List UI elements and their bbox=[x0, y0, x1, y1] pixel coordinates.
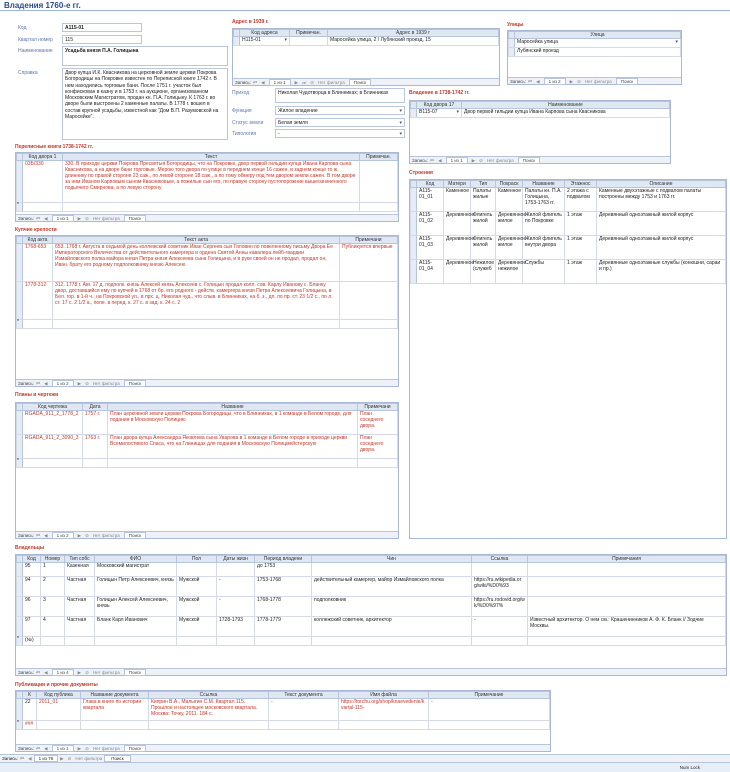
vladelcy-subform: Код Номер Тип собс ФИО Пол Даты жизн Период владени Чин Ссылка Примечания 95 1 Казенная Московский магистрат до 1753 94 2 Частная Голицын Петр Алексеевич, князь Мужской - 1753-1768 действительный камергер, майор Измайловского полка https://ru.wikipedia.org/wiki/%D0%93 96 3 Частная Голицын Алексей Алексеевич, князь Мужской - 1768-1778 подполковник https://ru.rodovid.org/wk/%D0%97% 97 4 Частная Бланк Карл Иванович Мужской 1728-1793 1778-1779 коллежский советник, архитектор - Известный архитектор. О нем см.: Крашенинников А. Ф. К. Бланк // Зодчие Москвы. * (№) Запись: ⏮ ◀ 1 из 4 ▶ ⊘ Нет фильтра Поиск bbox=[15, 554, 727, 676]
stroenie-tip-cell[interactable]: Нежилое (служеб bbox=[471, 260, 496, 284]
address-title: Адрес в 1939 г. bbox=[232, 19, 269, 25]
next-record-icon[interactable]: ▶ bbox=[77, 533, 82, 538]
vladenie-search[interactable]: Поиск bbox=[518, 157, 540, 164]
owner-fio-cell[interactable]: Московский магистрат bbox=[95, 563, 177, 577]
owner-pol-cell[interactable]: Мужской bbox=[177, 617, 217, 637]
stroenie-tip-cell[interactable]: Флигель жилой bbox=[471, 212, 496, 236]
prev-record-icon[interactable]: ◀ bbox=[44, 746, 48, 751]
stroenie-pokr-cell[interactable]: Деревянное жилое bbox=[496, 212, 523, 236]
pub-header-link[interactable]: Ссылка bbox=[149, 692, 269, 699]
func-label: Функция bbox=[232, 108, 252, 114]
prihod-label: Приход bbox=[232, 90, 250, 96]
pub-name-cell[interactable]: Глава в книге по истории квартала bbox=[81, 699, 149, 721]
table-row[interactable] bbox=[509, 39, 681, 48]
first-record-icon[interactable]: ⏮ bbox=[430, 158, 435, 163]
stroenie-pokr-cell[interactable]: Деревянное нежилое bbox=[496, 260, 523, 284]
owner-prim-cell[interactable] bbox=[528, 563, 726, 577]
perepis-subform: Код двора 1 Текст Примечан. 03Б/330 330. В приходе церкви Покрова Пресвятыя Богородицы, что на Покровке, двор первой гильдии купца Ивана Карпова сына Квасникова, а на дворе бани торговые. Мерою того двора по улице в переднем конце 16 сажен, в заднем конце то ж, длиннику по правой стороне 23 саж., по левой стороне 18 саж., а по тому обмеру под тем двором земли сажен. В том дворе за ним Иваном Карповым сыном Квасниковым, а пожилые сын его, по правую сторону пустопорожние вышеозначенного подьячего Смирнова, а по левую сторону * Запись: ⏮ ◀ 1 из 1 ▶ ⊘ Нет фильтра Поиск bbox=[15, 152, 399, 222]
plany-filter[interactable]: Нет фильтра bbox=[92, 533, 120, 538]
owner-tip-cell[interactable]: Частная bbox=[65, 577, 95, 597]
stroenie-kod-cell[interactable]: А115-01_04 bbox=[417, 260, 444, 284]
vladelcy-pos[interactable]: 1 из 4 bbox=[52, 669, 74, 676]
first-record-icon[interactable]: ⏮ bbox=[36, 533, 41, 538]
main-search[interactable]: Поиск bbox=[104, 755, 130, 762]
stroenie-et-cell[interactable]: 2 этажа с подвалом bbox=[565, 188, 597, 212]
status-field[interactable]: Белая земля ▾ bbox=[275, 118, 405, 127]
first-record-icon[interactable]: ⏮ bbox=[36, 381, 41, 386]
owner-daty-cell[interactable]: - bbox=[217, 577, 255, 597]
vladelcy-header-fio[interactable]: ФИО bbox=[95, 556, 177, 563]
plany-pos[interactable]: 1 из 2 bbox=[52, 532, 74, 539]
table-row[interactable] bbox=[234, 37, 499, 46]
table-row[interactable] bbox=[17, 577, 726, 597]
next-record-icon[interactable]: ▶ bbox=[471, 158, 476, 163]
pub-new-row[interactable]: ### bbox=[23, 721, 37, 730]
owner-fio-cell[interactable]: Голицын Петр Алексеевич, князь bbox=[95, 577, 177, 597]
vladenie-nav: Запись: ⏮ ◀ 1 из 1 ▶ ⊘ Нет фильтра Поиск bbox=[410, 156, 670, 163]
plan-prim-cell[interactable]: План соседнего двора. bbox=[358, 411, 398, 435]
vladenie-pos[interactable]: 1 из 1 bbox=[446, 157, 468, 164]
prev-record-icon[interactable]: ◀ bbox=[44, 670, 48, 675]
kupchie-pos[interactable]: 1 из 2 bbox=[52, 380, 74, 387]
address-kod-cell[interactable]: Н115-01 ▾ bbox=[240, 37, 290, 46]
table-row[interactable] bbox=[411, 212, 726, 236]
pub-kod-cell[interactable]: 2011_01 bbox=[37, 699, 81, 721]
address-header-prim[interactable]: Примечан. bbox=[290, 30, 328, 37]
owner-link-cell[interactable]: - bbox=[472, 617, 528, 637]
pub-header-prim[interactable]: Примечание bbox=[429, 692, 550, 699]
status-label: Статус земли bbox=[232, 120, 264, 126]
stroenie-desc-cell[interactable]: Деревянный одноэтажный жилой корпус bbox=[597, 212, 726, 236]
pub-link-cell[interactable]: Киприн В.А., Малыгин С.М. Квартал 115. Прошлое и настоящее московского квартала. Москва: Точку, 2011. 184 с. bbox=[149, 699, 269, 721]
kupchie-text-cell[interactable]: 653. 1768 г. Августа в седьмой день коллежский советник Иван Сергеев сын Головин по повеленному письму Двора Ее Императорского Величества от действительного камергера и ордена Святой Анны кавалера лейб-гвардии Измайловского полка майора князя Петра князя Алексеева сына Голицына, и в руке своей он не продал, продал он, Иван, брату его родному подполковнику князю Алексею bbox=[53, 244, 340, 282]
stroenia-title: Строения bbox=[409, 170, 433, 176]
pub-header-text[interactable]: Текст документа bbox=[269, 692, 339, 699]
stroenie-name-cell[interactable]: Службы bbox=[523, 260, 565, 284]
pub-file-cell[interactable]: https://torchu.org/shop/knaevedenie/kvartal-115- bbox=[339, 699, 429, 721]
chevron-down-icon[interactable]: ▾ bbox=[456, 109, 459, 115]
streets-title: Улицы bbox=[507, 22, 524, 28]
stroenie-mat-cell[interactable]: Каменное bbox=[444, 188, 471, 212]
stroenie-mat-cell[interactable]: Деревянное bbox=[444, 260, 471, 284]
perepis-kod-cell[interactable]: 03Б/330 bbox=[23, 161, 63, 203]
vladenie-filter[interactable]: Нет фильтра bbox=[486, 158, 514, 163]
stroenie-tip-cell[interactable]: Палаты жилые bbox=[471, 188, 496, 212]
stroenia-header-name[interactable]: Название bbox=[523, 181, 565, 188]
owner-prim-cell[interactable] bbox=[528, 577, 726, 597]
filter-icon[interactable]: ⊘ bbox=[310, 80, 314, 85]
stroenie-desc-cell[interactable]: Деревянный одноэтажный жилой корпус bbox=[597, 236, 726, 260]
kupchie-search[interactable]: Поиск bbox=[124, 380, 146, 387]
vladenie-subform bbox=[409, 100, 671, 164]
plany-nav: Запись: ⏮ ◀ 1 из 2 ▶ ⊘ Нет фильтра Поиск bbox=[16, 531, 398, 538]
owner-pol-cell[interactable] bbox=[177, 563, 217, 577]
plan-date-cell[interactable]: 1757 г. bbox=[83, 411, 108, 435]
kod-label: Код bbox=[18, 25, 27, 31]
owner-link-cell[interactable]: https://ru.rodovid.org/wk/%D0%97% bbox=[472, 597, 528, 617]
filter-icon[interactable]: ⊘ bbox=[85, 533, 89, 538]
owner-daty-cell[interactable] bbox=[217, 563, 255, 577]
vladenie-header-kod[interactable]: Код двора 17 bbox=[417, 102, 462, 109]
stroenie-et-cell[interactable]: 1 этаж bbox=[565, 260, 597, 284]
plan-date-cell[interactable]: 1763 г. bbox=[83, 435, 108, 459]
vladelcy-header-prim[interactable]: Примечания bbox=[528, 556, 726, 563]
perepis-search[interactable]: Поиск bbox=[124, 215, 146, 222]
address-header-addr[interactable]: Адрес в 1939 г bbox=[328, 30, 499, 37]
plan-kod-cell[interactable]: RGADA_911_2_3090_3 bbox=[23, 435, 83, 459]
chevron-down-icon[interactable]: ▾ bbox=[284, 37, 287, 43]
filter-icon[interactable]: ⊘ bbox=[85, 381, 89, 386]
pub-prim-cell[interactable]: - bbox=[429, 699, 550, 721]
func-field[interactable]: Жилое владение ▾ bbox=[275, 106, 405, 115]
owner-period-cell[interactable]: 1768-1778 bbox=[255, 597, 312, 617]
table-row[interactable] bbox=[17, 244, 398, 282]
address-pos[interactable]: 1 из 1 bbox=[269, 79, 291, 86]
stroenia-header-kod[interactable]: Код bbox=[417, 181, 444, 188]
vladelcy-title: Владельцы bbox=[15, 545, 45, 551]
kvartal-label: Квартал номер bbox=[18, 37, 53, 43]
table-row[interactable] bbox=[17, 411, 398, 435]
filter-icon[interactable]: ⊘ bbox=[479, 158, 483, 163]
stroenia-header-desc[interactable]: Описание bbox=[597, 181, 726, 188]
owner-kod-cell[interactable]: 96 bbox=[23, 597, 41, 617]
owner-tip-cell[interactable]: Казенная bbox=[65, 563, 95, 577]
perepis-header-prim[interactable]: Примечан. bbox=[360, 154, 398, 161]
filter-icon[interactable]: ⊘ bbox=[85, 216, 89, 221]
naim-label: Наименование bbox=[18, 48, 53, 54]
vladenie-name-cell[interactable]: Двор первой гильдии купца Ивана Карпова сына Квасникова bbox=[462, 109, 670, 118]
perepis-prim-cell[interactable] bbox=[360, 161, 398, 203]
stroenie-kod-cell[interactable]: А115-01_02 bbox=[417, 212, 444, 236]
prihod-field[interactable]: Николая Чудотворца в Блинниках; в Блинниках bbox=[275, 88, 405, 103]
next-record-icon[interactable]: ▶ bbox=[77, 381, 82, 386]
pub-title: Публикации и прочие документы bbox=[15, 682, 98, 688]
vladelcy-header-link[interactable]: Ссылка bbox=[472, 556, 528, 563]
stroenie-desc-cell[interactable]: Деревянные одноэтажные службы (конюшни, сараи и пр.) bbox=[597, 260, 726, 284]
first-record-icon[interactable]: ⏮ bbox=[36, 670, 41, 675]
vladenie-header-name[interactable]: Наименование bbox=[462, 102, 670, 109]
table-row[interactable] bbox=[17, 597, 726, 617]
owner-period-cell[interactable]: до 1753 bbox=[255, 563, 312, 577]
first-record-icon[interactable]: ⏮ bbox=[36, 746, 41, 751]
owner-chin-cell[interactable] bbox=[312, 563, 472, 577]
address-filter[interactable]: Нет фильтра bbox=[317, 80, 345, 85]
plan-name-cell[interactable]: План церковной земли церкви Покрова Богородицы, что в Блинниках, в 1 команде в Белом городе, для подания в Московскую Полицию bbox=[108, 411, 358, 435]
kupchie-header-text[interactable]: Текст акта bbox=[53, 237, 340, 244]
vladelcy-header-chin[interactable]: Чин bbox=[312, 556, 472, 563]
perepis-filter[interactable]: Нет фильтра bbox=[92, 216, 120, 221]
streets-nav: Запись: ⏮ ◀ 1 из 2 ▶ ⊘ Нет фильтра Поиск bbox=[508, 77, 681, 84]
prev-record-icon[interactable]: ◀ bbox=[28, 756, 32, 761]
owner-chin-cell[interactable]: действительный камергер, майор Измайловского полка bbox=[312, 577, 472, 597]
kupchie-nav: Запись: ⏮ ◀ 1 из 2 ▶ ⊘ Нет фильтра Поиск bbox=[16, 379, 398, 386]
first-record-icon[interactable]: ⏮ bbox=[253, 80, 258, 85]
pub-header-kod[interactable]: Код публика bbox=[37, 692, 81, 699]
table-row[interactable] bbox=[17, 161, 398, 203]
stroenia-header-tip[interactable]: Тип bbox=[471, 181, 496, 188]
stroenie-kod-cell[interactable]: А115-01_01 bbox=[417, 188, 444, 212]
tip-label: Типология bbox=[232, 131, 257, 137]
owner-tip-cell[interactable]: Частная bbox=[65, 597, 95, 617]
stroenia-header-et[interactable]: Этажнос bbox=[565, 181, 597, 188]
owner-nom-cell[interactable]: 3 bbox=[41, 597, 65, 617]
owner-pol-cell[interactable]: Мужской bbox=[177, 597, 217, 617]
pub-pos[interactable]: 1 из 1 bbox=[52, 745, 74, 752]
owner-kod-cell[interactable]: 97 bbox=[23, 617, 41, 637]
table-row[interactable] bbox=[17, 699, 550, 721]
spravka-field[interactable]: Двор купца И.К. Квасникова на церковной земле церкви Покрова Богородицы на Покровке известен по Переписной книге 1742 г. В нем находились торговые бани. После 1751 г. участок был конфискован в казну и в 1753 г. на аукционе, организованном Московским Магистратом, продан кн. П.А. Голицыну. К 1763 г. во дворе были выстроены 2 каменные палаты. В 1778 г. вошел в состав крупной усадьбы, известной как "Дом В.П. Разумовской на Маросейке". bbox=[62, 68, 228, 140]
prev-record-icon[interactable]: ◀ bbox=[44, 216, 48, 221]
vladenie-kod-cell[interactable]: В115-07 ▾ bbox=[417, 109, 462, 118]
table-row[interactable] bbox=[17, 435, 398, 459]
main-filter[interactable]: Нет фильтра bbox=[75, 756, 103, 761]
pub-header-name[interactable]: Название документа bbox=[81, 692, 149, 699]
vladelcy-header-kod[interactable]: Код bbox=[23, 556, 41, 563]
chevron-down-icon[interactable]: ▾ bbox=[399, 108, 402, 114]
owner-chin-cell[interactable]: коллежский советник, архитектор bbox=[312, 617, 472, 637]
stroenie-pokr-cell[interactable]: Каменное bbox=[496, 188, 523, 212]
owner-prim-cell[interactable] bbox=[528, 597, 726, 617]
streets-subform bbox=[507, 30, 682, 85]
naim-field[interactable]: Усадьба князя П.А. Голицына bbox=[62, 46, 228, 66]
vladelcy-header-pol[interactable]: Пол bbox=[177, 556, 217, 563]
table-row[interactable] bbox=[411, 236, 726, 260]
filter-icon[interactable]: ⊘ bbox=[577, 79, 581, 84]
stroenie-name-cell[interactable]: Жилой флигель по Покровке bbox=[523, 212, 565, 236]
perepis-title: Переписные книги 1738-1742 гг. bbox=[15, 144, 94, 150]
kupchie-prim-cell[interactable]: Публикуется впервые bbox=[340, 244, 398, 282]
streets-search[interactable]: Поиск bbox=[616, 78, 638, 85]
first-record-icon[interactable]: ⏮ bbox=[20, 756, 25, 761]
owner-kod-cell[interactable]: 94 bbox=[23, 577, 41, 597]
stroenia-subform bbox=[409, 179, 727, 539]
owner-nom-cell[interactable]: 1 bbox=[41, 563, 65, 577]
pub-search[interactable]: Поиск bbox=[124, 745, 146, 752]
spravka-label: Справка bbox=[18, 70, 38, 76]
table-row[interactable] bbox=[411, 260, 726, 284]
table-row[interactable] bbox=[411, 188, 726, 212]
stroenie-tip-cell[interactable]: Флигель жилой bbox=[471, 236, 496, 260]
owner-daty-cell[interactable]: 1728-1793 bbox=[217, 617, 255, 637]
street-cell[interactable]: Маросейка улица ▾ bbox=[515, 39, 681, 48]
plany-header-kod[interactable]: Код чертежа bbox=[23, 404, 83, 411]
owner-tip-cell[interactable]: Частная bbox=[65, 617, 95, 637]
owner-fio-cell[interactable]: Бланк Карл Иванович bbox=[95, 617, 177, 637]
prev-record-icon[interactable]: ◀ bbox=[44, 381, 48, 386]
kupchie-kod-cell[interactable]: 1778-312 bbox=[23, 282, 53, 320]
vladenie-title: Владение в 1738-1742 гг. bbox=[409, 90, 470, 96]
owner-chin-cell[interactable]: подполковник bbox=[312, 597, 472, 617]
window-titlebar bbox=[0, 0, 730, 11]
stroenie-pokr-cell[interactable]: Деревянное жилое bbox=[496, 236, 523, 260]
owner-period-cell[interactable]: 1778-1779 bbox=[255, 617, 312, 637]
address-subform bbox=[232, 28, 500, 86]
vladelcy-filter[interactable]: Нет фильтра bbox=[92, 670, 120, 675]
next-record-icon[interactable]: ▶ bbox=[77, 746, 82, 751]
vladelcy-header-tip[interactable]: Тип собс bbox=[65, 556, 95, 563]
owner-nom-cell[interactable]: 4 bbox=[41, 617, 65, 637]
window-title: Владения 1760-е гг. bbox=[4, 1, 81, 10]
chevron-down-icon[interactable]: ▾ bbox=[399, 131, 402, 137]
owner-fio-cell[interactable]: Голицын Алексей Алексеевич, князь bbox=[95, 597, 177, 617]
owner-nom-cell[interactable]: 2 bbox=[41, 577, 65, 597]
owner-new-row[interactable]: (№) bbox=[23, 637, 41, 646]
stroenie-mat-cell[interactable]: Деревянное bbox=[444, 236, 471, 260]
filter-icon[interactable]: ⊘ bbox=[85, 670, 89, 675]
perepis-header-kod[interactable]: Код двора 1 bbox=[23, 154, 63, 161]
next-record-icon[interactable]: ▶ bbox=[77, 670, 82, 675]
streets-filter[interactable]: Нет фильтра bbox=[584, 79, 612, 84]
prev-record-icon[interactable]: ◀ bbox=[44, 533, 48, 538]
vladelcy-search[interactable]: Поиск bbox=[124, 669, 146, 676]
owner-link-cell[interactable]: https://ru.wikipedia.org/wiki/%D0%93 bbox=[472, 577, 528, 597]
plany-subform: Код чертежа Дата Название Примечани RGADA_911_2_1778_2 1757 г. План церковной земли церкви Покрова Богородицы, что в Блинниках, в 1 команде в Белом городе, для подания в Московскую Полицию План соседнего двора. RGADA_911_2_3090_3 1763 г. План двора купца Александра Яковлева сына Уварова в 1 команде в Белом городе в приходе церкви Всемилостивого Спаса, что на Глинищах для подания в Московскую Полицмейстерскую План соседнего двора. * Запись: ⏮ ◀ 1 из 2 ▶ ⊘ Нет фильтра Поиск bbox=[15, 402, 399, 539]
last-record-icon[interactable]: ⏭ bbox=[302, 80, 307, 85]
kupchie-kod-cell[interactable]: 1768-653 bbox=[23, 244, 53, 282]
streets-header[interactable]: Улица bbox=[515, 32, 681, 39]
pub-filter[interactable]: Нет фильтра bbox=[92, 746, 120, 751]
chevron-down-icon[interactable]: ▾ bbox=[399, 120, 402, 126]
filter-icon[interactable]: ⊘ bbox=[67, 756, 72, 761]
prev-record-icon[interactable]: ◀ bbox=[438, 158, 442, 163]
owner-kod-cell[interactable]: 95 bbox=[23, 563, 41, 577]
perepis-text-cell[interactable]: 330. В приходе церкви Покрова Пресвятыя Богородицы, что на Покровке, двор первой гильдии купца Ивана Карпова сына Квасникова, а на дворе бани торговые. Мерою того двора по улице в переднем конце 16 сажен, в заднем конце то ж, длиннику по правой стороне 23 саж., по левой стороне 18 саж., а по тому обмеру под тем двором земли сажен. В том дворе за ним Иваном Карповым сыном Квасниковым, а пожилые сын его, по правую сторону пустопорожние вышеозначенного подьячего Смирнова, а по левую сторону bbox=[63, 161, 360, 203]
streets-pos[interactable]: 1 из 2 bbox=[544, 78, 566, 85]
first-record-icon[interactable]: ⏮ bbox=[36, 216, 41, 221]
stroenie-mat-cell[interactable]: Деревянное bbox=[444, 212, 471, 236]
stroenie-name-cell[interactable]: Жилой флигель внутри двора bbox=[523, 236, 565, 260]
owner-link-cell[interactable] bbox=[472, 563, 528, 577]
table-row[interactable] bbox=[17, 282, 398, 320]
plany-header-date[interactable]: Дата bbox=[83, 404, 108, 411]
kod-field[interactable]: А115-01 bbox=[62, 23, 142, 32]
vladelcy-nav: Запись: ⏮ ◀ 1 из 4 ▶ ⊘ Нет фильтра Поиск bbox=[16, 668, 726, 675]
stroenie-kod-cell[interactable]: А115-01_03 bbox=[417, 236, 444, 260]
pub-k-cell[interactable]: 22 bbox=[23, 699, 37, 721]
pub-nav: Запись: ⏮ ◀ 1 из 1 ▶ ⊘ Нет фильтра Поиск bbox=[16, 744, 550, 751]
kvartal-field[interactable]: 115 bbox=[62, 35, 142, 44]
address-prim-cell[interactable] bbox=[290, 37, 328, 46]
perepis-pos[interactable]: 1 из 1 bbox=[52, 215, 74, 222]
kupchie-filter[interactable]: Нет фильтра bbox=[92, 381, 120, 386]
kupchie-header-kod[interactable]: Код акта bbox=[23, 237, 53, 244]
tip-field[interactable]: - ▾ bbox=[275, 129, 405, 138]
owner-daty-cell[interactable]: - bbox=[217, 597, 255, 617]
prev-record-icon[interactable]: ◀ bbox=[536, 79, 540, 84]
pub-text-cell[interactable]: - bbox=[269, 699, 339, 721]
plany-search[interactable]: Поиск bbox=[124, 532, 146, 539]
pub-subform: К Код публика Название документа Ссылка Текст документа Имя файла Примечание 22 2011_01 Глава в книге по истории квартала Киприн В.А., Малыгин С.М. Квартал 115. Прошлое и настоящее московского квартала. Москва: Точку, 2011. 184 с. - https://torchu.org/shop/knaevedenie/kvartal-115- - * ### Запись: ⏮ ◀ 1 из 1 ▶ ⊘ Нет фильтра Поиск bbox=[15, 690, 551, 752]
next-record-icon[interactable]: ▶ bbox=[569, 79, 574, 84]
kupchie-prim-cell[interactable] bbox=[340, 282, 398, 320]
owner-period-cell[interactable]: 1753-1768 bbox=[255, 577, 312, 597]
status-bar bbox=[0, 762, 730, 772]
plany-title: Планы и чертежи bbox=[15, 392, 59, 398]
plan-prim-cell[interactable]: План соседнего двора. bbox=[358, 435, 398, 459]
stroenie-name-cell[interactable]: Палаты кн. П.А. Голицына, 1753-1763 гг. bbox=[523, 188, 565, 212]
kupchie-header-prim[interactable]: Примечани bbox=[340, 237, 398, 244]
table-row[interactable] bbox=[17, 617, 726, 637]
street-cell[interactable]: Лубянский проезд bbox=[515, 47, 681, 56]
stroenie-et-cell[interactable]: 1 этаж bbox=[565, 212, 597, 236]
owner-pol-cell[interactable]: Мужской bbox=[177, 577, 217, 597]
plany-header-name[interactable]: Название bbox=[108, 404, 358, 411]
stroenia-header-mat[interactable]: Матери bbox=[444, 181, 471, 188]
next-record-icon[interactable]: ▶ bbox=[294, 80, 299, 85]
stroenie-et-cell[interactable]: 1 этаж bbox=[565, 236, 597, 260]
main-record-nav: Запись: ⏮ ◀ 1 из 78 ▶ ⊘ Нет фильтра Поиск bbox=[0, 754, 730, 762]
kupchie-title: Купчие крепости bbox=[15, 227, 57, 233]
table-row[interactable] bbox=[17, 563, 726, 577]
address-header-kod[interactable]: Код адреса bbox=[240, 30, 290, 37]
table-row[interactable] bbox=[509, 47, 681, 56]
prev-record-icon[interactable]: ◀ bbox=[261, 80, 265, 85]
vladelcy-header-nom[interactable]: Номер bbox=[41, 556, 65, 563]
chevron-down-icon[interactable]: ▾ bbox=[675, 39, 678, 45]
address-nav: Запись: ⏮ ◀ 1 из 1 ▶ ⏭ ⊘ Нет фильтра Поиск bbox=[233, 78, 499, 85]
filter-icon[interactable]: ⊘ bbox=[85, 746, 89, 751]
main-pos[interactable]: 1 из 78 bbox=[34, 755, 59, 762]
status-text: Num Lock bbox=[679, 765, 700, 770]
next-record-icon[interactable]: ▶ bbox=[77, 216, 82, 221]
perepis-nav: Запись: ⏮ ◀ 1 из 1 ▶ ⊘ Нет фильтра Поиск bbox=[16, 214, 398, 221]
table-row[interactable] bbox=[411, 109, 670, 118]
address-search[interactable]: Поиск bbox=[349, 79, 371, 86]
plan-kod-cell[interactable]: RGADA_911_2_1778_2 bbox=[23, 411, 83, 435]
vladelcy-header-daty[interactable]: Даты жизн bbox=[217, 556, 255, 563]
kupchie-text-cell[interactable]: 312. 1778 г. Авг. 17 д. подполк. князь Алексей князь Алексеев с. Голицын продал колл. сов. Карлу Иванову с. Бланку двор, доставшийся ему по купчей в 1768 от бр. его родного - действ. камергера князя Петра Алексеевича Голицына, в Бел. гор. в 1-й ч., на Покровской ул., в прх. ц. Николая чуд., что слыв. в Блинниках, на б. з., дл. по пр. ст. 23 1/2 с., по л. ст. 17 с. 2 1/2 а., попе. в перед. к. 27 с. в зад. к. 24 с. 2 bbox=[53, 282, 340, 320]
pub-header-file[interactable]: Имя файла bbox=[339, 692, 429, 699]
owner-prim-cell[interactable]: Известный архитектор. О нем см.: Крашенинников А. Ф. К. Бланк // Зодчие Москвы. bbox=[528, 617, 726, 637]
stroenia-header-pokr[interactable]: Покраск bbox=[496, 181, 523, 188]
next-record-icon[interactable]: ▶ bbox=[60, 756, 64, 761]
address-addr-cell[interactable]: Маросейка улица, 2 / Лубянский проезд, 15 bbox=[328, 37, 499, 46]
plan-name-cell[interactable]: План двора купца Александра Яковлева сына Уварова в 1 команде в Белом городе в приходе церкви Всемилостивого Спаса, что на Глинищах для подания в Московскую Полицмейстерскую bbox=[108, 435, 358, 459]
first-record-icon[interactable]: ⏮ bbox=[528, 79, 533, 84]
plany-header-prim[interactable]: Примечани bbox=[358, 404, 398, 411]
kupchie-subform: Код акта Текст акта Примечани 1768-653 653. 1768 г. Августа в седьмой день коллежский советник Иван Сергеев сын Головин по повеленному письму Двора Ее Императорского Величества от действительного камергера и ордена Святой Анны кавалера лейб-гвардии Измайловского полка майора князя Петра князя Алексеева сына Голицына, и в руке своей он не продал, продал он, Иван, брату его родному подполковнику князю Алексею Публикуется впервые 1778-312 312. 1778 г. Авг. 17 д. подполк. князь Алексей князь Алексеев с. Голицын продал колл. сов. Карлу Иванову с. Бланку двор, доставшийся ему по купчей в 1768 от бр. его родного - действ. камергера князя Петра Алексеевича Голицына, в Бел. гор. в 1-й ч., на Покровской ул., в прх. ц. Николая чуд., что слыв. в Блинниках, на б. з., дл. по пр. ст. 23 1/2 с., по л. ст. 17 с. 2 1/2 а., попе. в перед. к. 27 с. в зад. к. 24 с. 2 * Запись: ⏮ ◀ 1 из 2 ▶ ⊘ Нет фильтра Поиск bbox=[15, 235, 399, 387]
stroenie-desc-cell[interactable]: Каменные двухэтажные с подвалом палаты построены между 1753 и 1763 гг. bbox=[597, 188, 726, 212]
perepis-header-text[interactable]: Текст bbox=[63, 154, 360, 161]
vladelcy-header-period[interactable]: Период владени bbox=[255, 556, 312, 563]
pub-header-k[interactable]: К bbox=[23, 692, 37, 699]
